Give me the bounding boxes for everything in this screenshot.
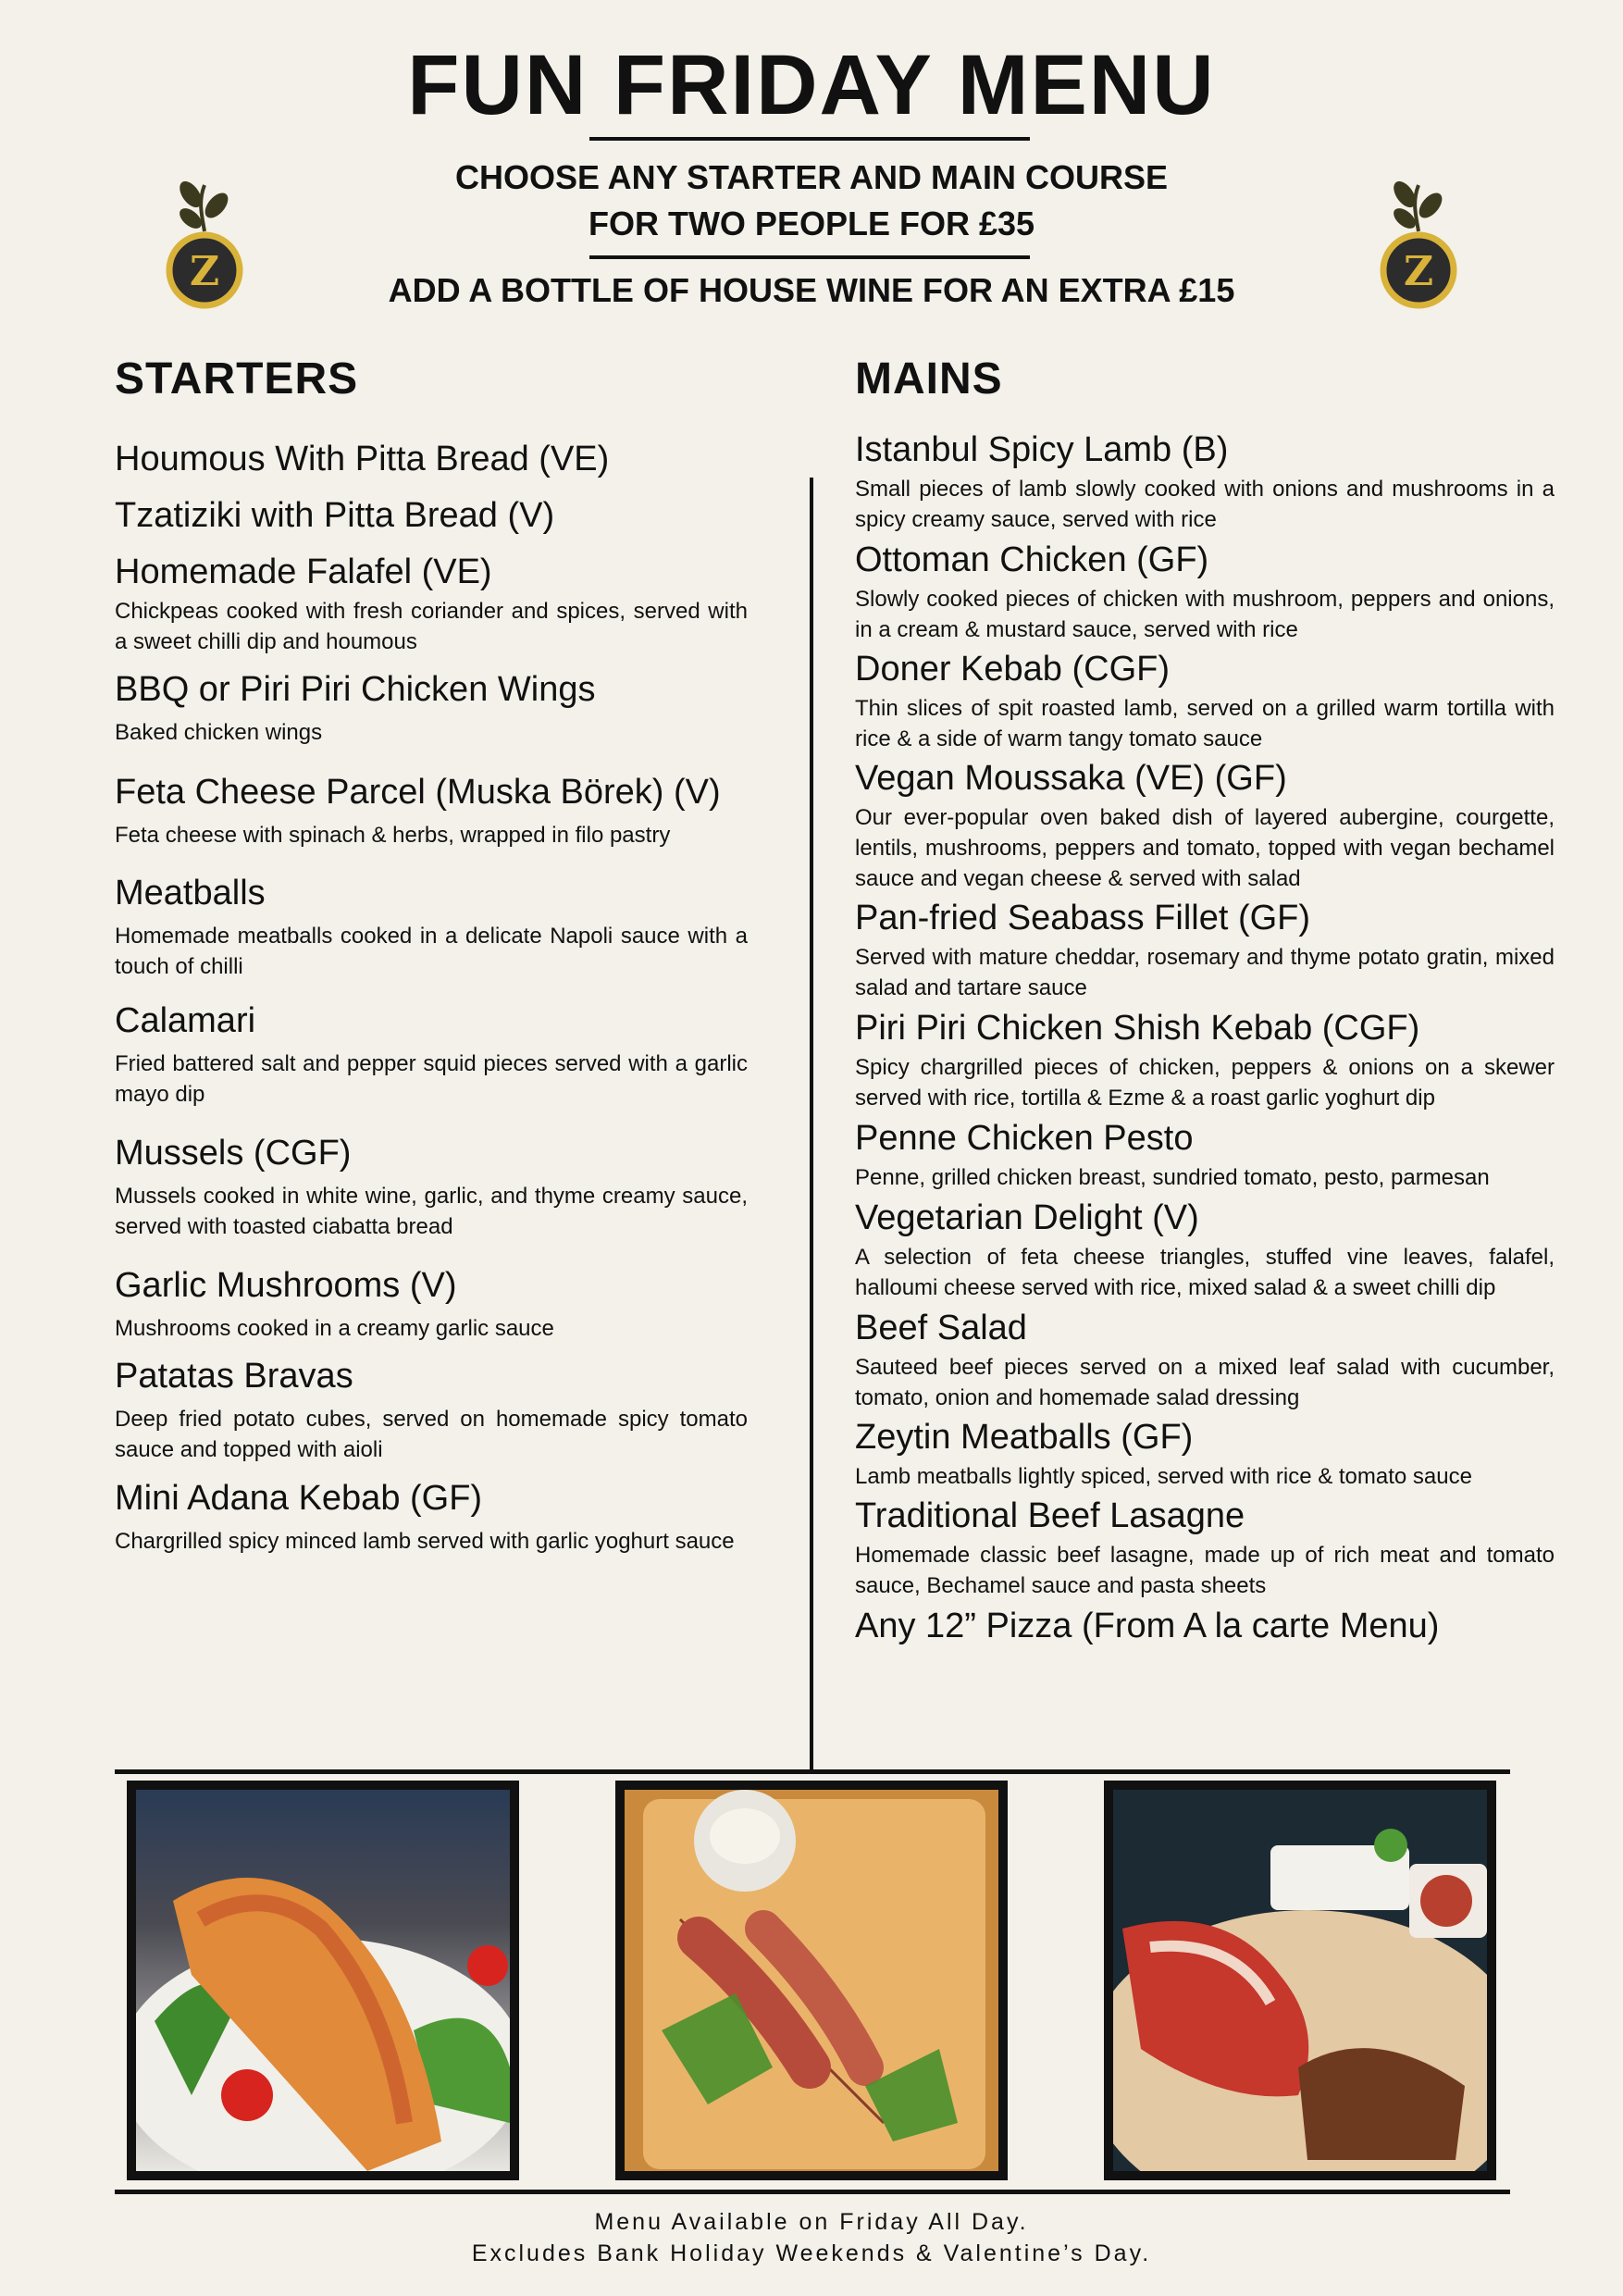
mains-heading: MAINS	[855, 354, 1003, 403]
main-description: Spicy chargrilled pieces of chicken, peppers & onions on a skewer served with rice, tortilla & Ezme & a roast garlic yoghurt dip	[855, 1055, 1555, 1111]
main-description: Thin slices of spit roasted lamb, served on a grilled warm tortilla with rice & a side of warm tangy tomato sauce	[855, 696, 1555, 751]
starter-name: Tzatiziki with Pitta Bread (V)	[115, 496, 555, 535]
starter-description: Mussels cooked in white wine, garlic, and thyme creamy sauce, served with toasted ciabatta bread	[115, 1184, 748, 1239]
starter-item	[115, 770, 748, 850]
main-name: Pan-fried Seabass Fillet (GF)	[855, 899, 1311, 937]
main-name: Istanbul Spicy Lamb (B)	[855, 430, 1229, 469]
logo-letter: Z	[189, 248, 220, 295]
main-item	[855, 896, 1555, 1003]
main-name: Any 12” Pizza (From A la carte Menu)	[855, 1607, 1440, 1645]
offer-line-1: CHOOSE ANY STARTER AND MAIN COURSE	[454, 158, 1169, 196]
starter-name: Feta Cheese Parcel (Muska Börek) (V)	[115, 773, 721, 812]
main-name: Vegan Moussaka (VE) (GF)	[855, 759, 1287, 798]
photos-bottom-rule	[115, 2190, 1510, 2194]
starters-heading: STARTERS	[115, 354, 359, 403]
starter-description: Chargrilled spicy minced lamb served with garlic yoghurt sauce	[115, 1529, 735, 1554]
wine-offer-line: ADD A BOTTLE OF HOUSE WINE FOR AN EXTRA £15	[388, 271, 1235, 309]
main-item	[855, 428, 1555, 535]
starter-description: Mushrooms cooked in a creamy garlic sauce	[115, 1316, 554, 1341]
food-photo-shish-kebab	[615, 1781, 1008, 2180]
main-item	[855, 1306, 1555, 1413]
starter-item	[115, 871, 748, 982]
food-photo-seabass	[127, 1781, 519, 2180]
main-description: Slowly cooked pieces of chicken with mushroom, peppers and onions, in a cream & mustard sauce, served with rice	[855, 587, 1555, 642]
main-description: Served with mature cheddar, rosemary and thyme potato gratin, mixed salad and tartare sauce	[855, 945, 1555, 1000]
main-item	[855, 1494, 1555, 1601]
starter-description: Deep fried potato cubes, served on homemade spicy tomato sauce and topped with aioli	[115, 1407, 748, 1462]
logo-right	[1368, 167, 1469, 315]
offer-line-2: FOR TWO PEOPLE FOR £35	[588, 205, 1035, 242]
main-name: Vegetarian Delight (V)	[855, 1198, 1199, 1237]
photos-top-rule	[115, 1769, 1510, 1774]
starter-name: Garlic Mushrooms (V)	[115, 1266, 457, 1305]
starter-name: Calamari	[115, 1001, 256, 1040]
main-name: Doner Kebab (CGF)	[855, 650, 1171, 689]
starter-name: Mini Adana Kebab (GF)	[115, 1479, 483, 1518]
starter-item	[115, 550, 748, 657]
starter-name: Homemade Falafel (VE)	[115, 552, 492, 591]
main-description: Sauteed beef pieces served on a mixed leaf salad with cucumber, tomato, onion and homemade salad dressing	[855, 1355, 1555, 1410]
availability-note: Menu Available on Friday All Day.	[594, 2209, 1029, 2235]
main-name: Beef Salad	[855, 1309, 1027, 1347]
starter-item	[115, 1476, 748, 1557]
starter-description: Chickpeas cooked with fresh coriander and spices, served with a sweet chilli dip and houmous	[115, 599, 748, 654]
starter-name: BBQ or Piri Piri Chicken Wings	[115, 670, 596, 709]
food-photo-doner-kebab	[1104, 1781, 1496, 2180]
starter-item	[115, 493, 748, 538]
main-description: Our ever-popular oven baked dish of layered aubergine, courgette, lentils, mushrooms, peppers and tomato, topped with vegan bechamel sauce and vegan cheese & served with salad	[855, 805, 1555, 891]
main-name: Ottoman Chicken (GF)	[855, 540, 1209, 579]
main-name: Zeytin Meatballs (GF)	[855, 1418, 1194, 1457]
main-item	[855, 538, 1555, 645]
logo-left	[154, 167, 255, 315]
main-description: A selection of feta cheese triangles, stuffed vine leaves, falafel, halloumi cheese served with rice, mixed salad & a sweet chilli dip	[855, 1245, 1555, 1300]
column-divider	[810, 478, 813, 1771]
main-name: Piri Piri Chicken Shish Kebab (CGF)	[855, 1009, 1420, 1048]
main-item	[855, 1604, 1555, 1648]
main-name: Penne Chicken Pesto	[855, 1119, 1194, 1158]
starter-name: Mussels (CGF)	[115, 1134, 352, 1173]
main-name: Traditional Beef Lasagne	[855, 1496, 1245, 1535]
starter-description: Homemade meatballs cooked in a delicate Napoli sauce with a touch of chilli	[115, 924, 748, 979]
title-underline	[589, 137, 1030, 141]
starter-item	[115, 1354, 748, 1465]
main-description: Penne, grilled chicken breast, sundried tomato, pesto, parmesan	[855, 1165, 1490, 1190]
starter-description: Feta cheese with spinach & herbs, wrapped in filo pastry	[115, 823, 671, 848]
logo-letter: Z	[1403, 248, 1434, 295]
offer-divider	[589, 255, 1030, 259]
main-description: Lamb meatballs lightly spiced, served with rice & tomato sauce	[855, 1464, 1472, 1489]
main-item	[855, 1196, 1555, 1303]
page-title: FUN FRIDAY MENU	[407, 38, 1216, 132]
main-item	[855, 647, 1555, 754]
starter-name: Meatballs	[115, 874, 266, 912]
starter-item	[115, 1131, 748, 1242]
main-item	[855, 756, 1555, 894]
starter-item	[115, 999, 748, 1110]
starter-name: Patatas Bravas	[115, 1357, 353, 1396]
exclusions-note: Excludes Bank Holiday Weekends & Valentine’s Day.	[471, 2240, 1152, 2266]
starter-item	[115, 667, 748, 748]
starter-description: Fried battered salt and pepper squid pieces served with a garlic mayo dip	[115, 1051, 748, 1107]
main-item	[855, 1415, 1555, 1492]
starter-item	[115, 1263, 748, 1344]
starter-description: Baked chicken wings	[115, 720, 323, 745]
main-description: Small pieces of lamb slowly cooked with onions and mushrooms in a spicy creamy sauce, served with rice	[855, 477, 1555, 532]
starter-name: Houmous With Pitta Bread (VE)	[115, 440, 610, 478]
main-description: Homemade classic beef lasagne, made up of rich meat and tomato sauce, Bechamel sauce and pasta sheets	[855, 1543, 1555, 1598]
main-item	[855, 1116, 1555, 1193]
starter-item	[115, 437, 748, 481]
main-item	[855, 1006, 1555, 1113]
